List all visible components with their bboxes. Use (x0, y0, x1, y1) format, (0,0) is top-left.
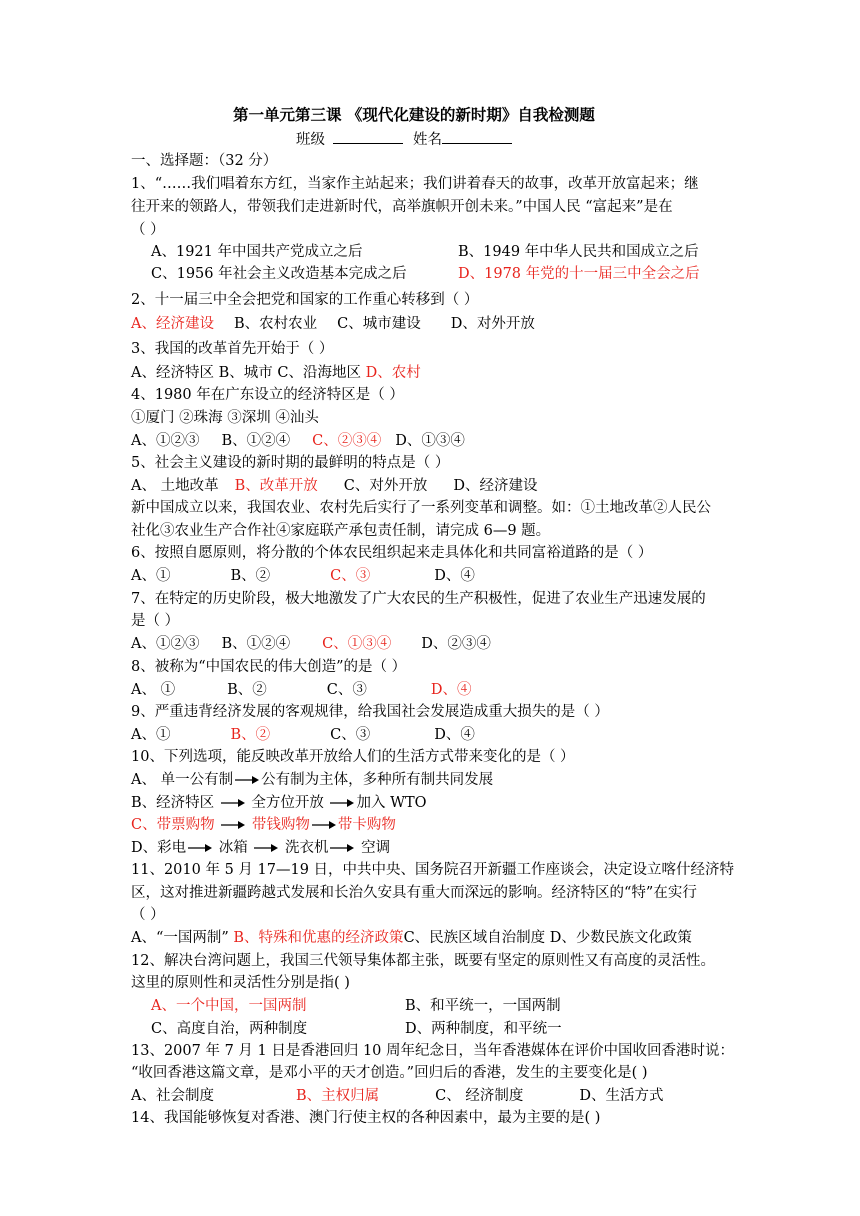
q3-options (131, 363, 421, 383)
q5-option-d: D、经济建设 (453, 478, 538, 494)
q8-option-a: A、 ① (131, 682, 176, 698)
q5-option-b-answer: B、改革开放 (234, 478, 318, 494)
arrow-right-icon (221, 820, 245, 830)
arrow-right-icon (330, 798, 354, 808)
q8-stem: 8、被称为“中国农民的伟大创造”的是（ ） (131, 659, 407, 675)
q4-options (131, 431, 465, 451)
q9-options (131, 725, 475, 745)
q11-options (131, 928, 692, 948)
q8-option-b: B、② (227, 682, 267, 698)
q2-stem: 2、十一届三中全会把党和国家的工作重心转移到（ ） (131, 292, 479, 308)
class-label: 班级 (296, 132, 325, 148)
q10-c-part1: C、带票购物 (131, 817, 220, 833)
q10-stem: 10、下列选项，能反映改革开放给人们的生活方式带来变化的是（ ） (131, 749, 575, 765)
q10-d-part2: 冰箱 (214, 840, 253, 856)
q1-option-c: C、1956 年社会主义改造基本完成之后 (151, 266, 407, 282)
intro-line2: 社化③农业生产合作社④家庭联产承包责任制，请完成 6—9 题。 (131, 523, 551, 539)
q10-d-part4: 空调 (356, 840, 391, 856)
q7-option-a: A、①②③ (131, 636, 200, 652)
q7-option-c-answer: C、①③④ (322, 636, 392, 652)
name-blank (442, 129, 512, 144)
name-label: 姓名 (413, 132, 442, 148)
q13-line1: 13、2007 年 7 月 1 日是香港回归 10 周年纪念日，当年香港媒体在评价中国收回香港时说： (131, 1043, 735, 1059)
q1-option-b: B、1949 年中华人民共和国成立之后 (458, 244, 699, 260)
q9-option-c: C、③ (330, 727, 371, 743)
q4-option-c-answer: C、②③④ (312, 433, 382, 449)
q11-option-cd: C、民族区域自治制度 D、少数民族文化政策 (403, 930, 692, 946)
q4-stem: 4、1980 年在广东设立的经济特区是（ ） (131, 387, 404, 403)
q3-stem: 3、我国的改革首先开始于（ ） (131, 341, 334, 357)
q13-option-c: C、 经济制度 (435, 1088, 524, 1104)
q6-options (131, 566, 475, 586)
q1-line3: （ ） (131, 222, 165, 238)
q13-option-a: A、社会制度 (131, 1088, 214, 1104)
q1-line1: 1、“……我们唱着东方红，当家作主站起来；我们讲着春天的故事，改革开放富起来；继 (131, 176, 699, 192)
page-title: 第一单元第三课 《现代化建设的新时期》自我检测题 (233, 105, 595, 124)
q7-option-d: D、②③④ (421, 636, 491, 652)
arrow-right-icon (221, 798, 245, 808)
q10-b-part3: 加入 WTO (356, 795, 427, 811)
q4-items: ①厦门 ②珠海 ③深圳 ④汕头 (131, 410, 319, 426)
q4-option-a: A、①②③ (131, 433, 200, 449)
q10-option-b (131, 793, 427, 813)
q10-option-d (131, 838, 390, 858)
q12-option-b: B、和平统一，一国两制 (405, 998, 561, 1014)
q6-stem: 6、按照自愿原则，将分散的个体农民组织起来走具体化和共同富裕道路的是（ ） (131, 545, 653, 561)
q1-option-a: A、1921 年中国共产党成立之后 (151, 244, 363, 260)
q5-stem: 5、社会主义建设的新时期的最鲜明的特点是（ ） (131, 455, 450, 471)
q8-option-d-answer: D、④ (430, 682, 472, 698)
q9-option-b-answer: B、② (230, 727, 271, 743)
q13-options (131, 1086, 664, 1106)
q7-option-b: B、①②④ (221, 636, 291, 652)
q12-option-c: C、高度自治，两种制度 (151, 1021, 308, 1037)
arrow-right-icon (235, 775, 259, 785)
q9-option-a: A、① (131, 727, 171, 743)
q13-line2: “收回香港这篇文章，是邓小平的天才创造。”回归后的香港，发生的主要变化是( ) (131, 1065, 648, 1081)
q4-option-b: B、①②④ (221, 433, 291, 449)
q11-option-b-answer: B、特殊和优惠的经济政策 (233, 930, 404, 946)
q12-option-a-answer: A、一个中国，一国两制 (151, 998, 307, 1014)
q14-stem: 14、我国能够恢复对香港、澳门行使主权的各种因素中，最为主要的是( ) (131, 1110, 601, 1126)
q10-c-part2: 带钱购物 (247, 817, 310, 833)
q10-c-part3: 带卡购物 (337, 817, 396, 833)
q13-option-d: D、生活方式 (579, 1088, 664, 1104)
q2-option-a-answer: A、经济建设 (131, 316, 214, 332)
q2-options (131, 314, 535, 334)
q8-options (131, 680, 472, 700)
q11-line3: （ ） (131, 907, 165, 923)
q5-options (131, 476, 538, 496)
q9-option-d: D、④ (434, 727, 475, 743)
arrow-right-icon (312, 820, 336, 830)
q6-option-c-answer: C、③ (330, 568, 371, 584)
q10-a-part2: 公有制为主体，多种所有制共同发展 (261, 772, 494, 788)
q13-option-b-answer: B、主权归属 (295, 1088, 380, 1104)
q1-option-d-answer: D、1978 年党的十一届三中全会之后 (458, 266, 700, 282)
q7-line2: 是（ ） (131, 613, 180, 629)
q10-d-part3: 洗衣机 (280, 840, 329, 856)
q10-option-c-answer (131, 815, 396, 835)
q4-option-d: D、①③④ (395, 433, 465, 449)
q11-line1: 11、2010 年 5 月 17—19 日，中共中央、国务院召开新疆工作座谈会，决定设立喀什经济特 (131, 862, 735, 878)
q7-options (131, 634, 491, 654)
q1-line2: 往开来的领路人，带领我们走进新时代，高举旗帜开创未来。”中国人民 “富起来”是在 (131, 199, 673, 215)
q11-option-a: A、“一国两制” (131, 930, 234, 946)
intro-line1: 新中国成立以来，我国农业、农村先后实行了一系列变革和调整。如：①土地改革②人民公 (131, 500, 711, 516)
q8-option-c: C、③ (326, 682, 367, 698)
q2-option-c: C、城市建设 (337, 316, 421, 332)
q11-line2: 区，这对推进新疆跨越式发展和长治久安具有重大而深远的影响。经济特区的“特”在实行 (131, 885, 697, 901)
q2-option-d: D、对外开放 (450, 316, 535, 332)
q6-option-d: D、④ (434, 568, 475, 584)
q6-option-a: A、① (131, 568, 171, 584)
q10-b-part1: B、经济特区 (131, 795, 219, 811)
q7-line1: 7、在特定的历史阶段，极大地激发了广大农民的生产积极性，促进了农业生产迅速发展的 (131, 591, 706, 607)
q6-option-b: B、② (230, 568, 271, 584)
q12-line2: 这里的原则性和灵活性分别是指( ) (131, 975, 350, 991)
q12-option-d: D、两种制度，和平统一 (405, 1021, 562, 1037)
q9-stem: 9、严重违背经济发展的客观规律，给我国社会发展造成重大损失的是（ ） (131, 704, 609, 720)
q10-option-a (131, 770, 493, 790)
arrow-right-icon (330, 843, 354, 853)
q12-line1: 12、解决台湾问题上，我国三代领导集体都主张，既要有坚定的原则性又有高度的灵活性。 (131, 953, 715, 969)
section-heading: 一、选择题：（32 分） (131, 153, 278, 169)
student-info (296, 129, 512, 150)
q3-option-d-answer: D、农村 (365, 365, 421, 381)
arrow-right-icon (188, 843, 212, 853)
q2-option-b: B、农村农业 (233, 316, 318, 332)
q10-a-part1: A、 单一公有制 (131, 772, 234, 788)
arrow-right-icon (254, 843, 278, 853)
q3-options-abc: A、经济特区 B、城市 C、沿海地区 (131, 365, 366, 381)
q5-option-a: A、 土地改革 (131, 478, 219, 494)
q5-option-c: C、对外开放 (343, 478, 428, 494)
q10-d-part1: D、彩电 (131, 840, 187, 856)
q10-b-part2: 全方位开放 (246, 795, 329, 811)
class-blank (333, 129, 403, 144)
